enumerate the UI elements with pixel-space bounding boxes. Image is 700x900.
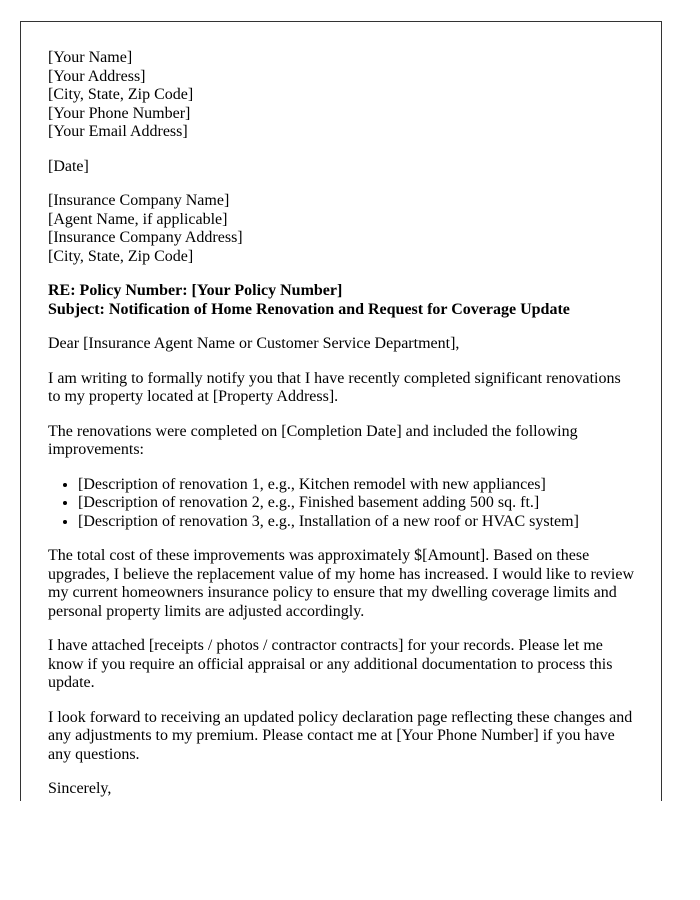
salutation-line: Dear [Insurance Agent Name or Customer Service Department], [48,335,460,352]
renovation-item-3: • [Description of renovation 3, e.g., Installation of a new roof or HVAC system] [78,513,634,532]
paragraph-renovations: The renovations were completed on [Completion Date] and included the following improvements: [48,422,578,458]
sender-block [48,49,634,142]
date-block [48,158,634,177]
sender-phone-line: [Your Phone Number] [48,104,191,122]
subject-line: Subject: Notification of Home Renovation and Request for Coverage Update [48,300,570,318]
reference-line: RE: Policy Number: [Your Policy Number] [48,282,343,299]
renovation-list [48,476,634,532]
paragraph-intro: I am writing to formally notify you that I have recently completed significant renovations to my property located at [Property Address]. [48,369,621,405]
paragraph-follow-up: I look forward to receiving an updated policy declaration page reflecting these changes and any adjustments to my premium. Please contact me at [Your Phone Number] if you have any questions. [48,708,633,763]
recipient-company-line: [Insurance Company Name] [48,192,230,209]
date-line: [Date] [48,157,89,175]
sender-email-line: [Your Email Address] [48,123,188,140]
renovation-item-1: • [Description of renovation 1, e.g., Kitchen remodel with new appliances] [78,476,634,495]
letter-document [20,21,662,801]
paragraph-cost: The total cost of these improvements was approximately $[Amount]. Based on these upgrades, I believe the replacement value of my home has increased. I would like to review my current homeowners insurance policy to ensure that my dwelling coverage limits and personal property limits are adjusted accordingly. [48,547,634,620]
subject-block [48,282,634,319]
recipient-city-state-zip-line: [City, State, Zip Code] [48,247,194,265]
sender-city-state-zip-line: [City, State, Zip Code] [48,86,194,103]
sender-address-line: [Your Address] [48,67,146,85]
closing-line: Sincerely, [48,780,112,797]
renovation-item-2: • [Description of renovation 2, e.g., Finished basement adding 500 sq. ft.] [78,494,634,513]
recipient-agent-line: [Agent Name, if applicable] [48,210,228,228]
recipient-address-line: [Insurance Company Address] [48,229,243,246]
paragraph-attachments: I have attached [receipts / photos / contractor contracts] for your records. Please let me know if you require an official appraisal or any additional documentation to process this update. [48,637,613,691]
sender-name-line: [Your Name] [48,49,133,66]
recipient-block [48,192,634,266]
